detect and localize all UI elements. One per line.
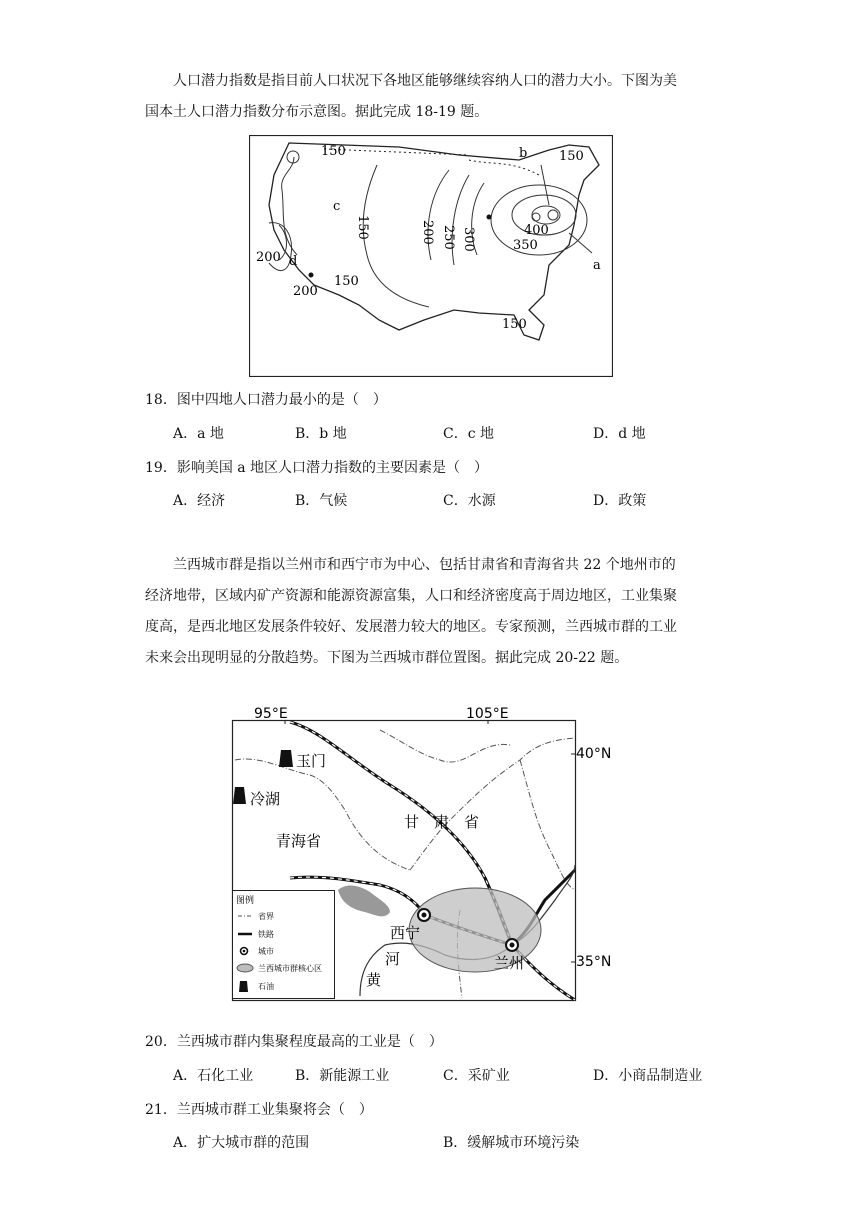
legend-item: 兰西城市群核心区: [258, 964, 322, 973]
intro-line: 度高，是西北地区发展条件较好、发展潜力较大的地区。专家预测，兰西城市群的工业: [145, 619, 677, 635]
contour-label: 250: [441, 225, 456, 250]
option-c[interactable]: C．c 地: [443, 426, 495, 442]
option-c[interactable]: C．采矿业: [443, 1068, 510, 1084]
option-b[interactable]: B．缓解城市环境污染: [443, 1135, 580, 1151]
option-d[interactable]: D．政策: [593, 493, 647, 509]
question-20: 20．兰西城市群内集聚程度最高的工业是（ ）: [145, 1034, 443, 1050]
option-a[interactable]: A．经济: [173, 493, 226, 509]
lat-label: 35°N: [576, 954, 612, 970]
question-21: 21．兰西城市群工业集聚将会（ ）: [145, 1102, 373, 1118]
option-a[interactable]: A．a 地: [173, 426, 224, 442]
lat-label: 40°N: [576, 746, 612, 762]
contour-label: 350: [513, 238, 538, 253]
intro-line: 人口潜力指数是指目前人口状况下各地区能够继续容纳人口的潜力大小。下图为美: [173, 73, 677, 89]
option-b[interactable]: B．b 地: [295, 426, 347, 442]
intro-line: 未来会出现明显的分散趋势。下图为兰西城市群位置图。据此完成 20-22 题。: [145, 650, 629, 666]
intro-line: 国本土人口潜力指数分布示意图。据此完成 18-19 题。: [145, 104, 489, 120]
place-lenghu: 冷湖: [250, 790, 281, 808]
point-label-d: d: [289, 254, 298, 269]
contour-label: 200: [293, 284, 318, 299]
river-label-he: 河: [385, 950, 401, 968]
point-label-b: b: [519, 146, 528, 161]
intro-line: 兰西城市群是指以兰州市和西宁市为中心、包括甘肃省和青海省共 22 个地州市的: [173, 557, 676, 573]
river-label-huang: 黄: [366, 971, 382, 989]
legend-item: 城市: [258, 947, 274, 956]
contour-label: 150: [334, 274, 359, 289]
legend-item: 石油: [258, 982, 274, 991]
legend-item: 铁路: [258, 930, 274, 939]
intro-paragraph-2: [145, 550, 725, 674]
lon-label: 105°E: [466, 706, 509, 722]
contour-label: 150: [321, 144, 346, 159]
lon-label: 95°E: [254, 706, 288, 722]
option-a[interactable]: A．扩大城市群的范围: [173, 1135, 310, 1151]
intro-paragraph-1: [145, 66, 725, 128]
place-qinghai: 青海省: [276, 832, 322, 850]
intro-line: 经济地带，区域内矿产资源和能源资源富集，人口和经济密度高于周边地区，工业集聚: [145, 588, 677, 604]
option-b[interactable]: B．新能源工业: [295, 1068, 390, 1084]
question-19: 19．影响美国 a 地区人口潜力指数的主要因素是（ ）: [145, 460, 489, 476]
contour-label: 200: [420, 220, 435, 245]
us-population-potential-map: [249, 135, 613, 377]
lanxi-location-map: [230, 700, 620, 1002]
contour-label: 200: [256, 250, 281, 265]
contour-label: 150: [355, 215, 370, 240]
option-d[interactable]: D．d 地: [593, 426, 646, 442]
option-c[interactable]: C．水源: [443, 493, 496, 509]
place-gansu: 甘 肃 省: [404, 813, 480, 831]
option-b[interactable]: B．气候: [295, 493, 348, 509]
point-label-c: c: [333, 199, 341, 214]
contour-label: 150: [502, 317, 527, 332]
place-xining: 西宁: [390, 924, 421, 942]
place-lanzhou: 兰州: [494, 954, 525, 972]
legend-title: 图例: [236, 896, 255, 906]
legend-item: 省界: [258, 912, 274, 921]
map-legend: [233, 891, 335, 999]
contour-label: 300: [461, 227, 476, 252]
point-label-a: a: [593, 258, 601, 273]
contour-label: 400: [524, 223, 549, 238]
question-18: 18．图中四地人口潜力最小的是（ ）: [145, 392, 387, 408]
option-a[interactable]: A．石化工业: [173, 1068, 254, 1084]
place-yumen: 玉门: [296, 752, 327, 770]
option-d[interactable]: D．小商品制造业: [593, 1068, 703, 1084]
contour-label: 150: [559, 149, 584, 164]
